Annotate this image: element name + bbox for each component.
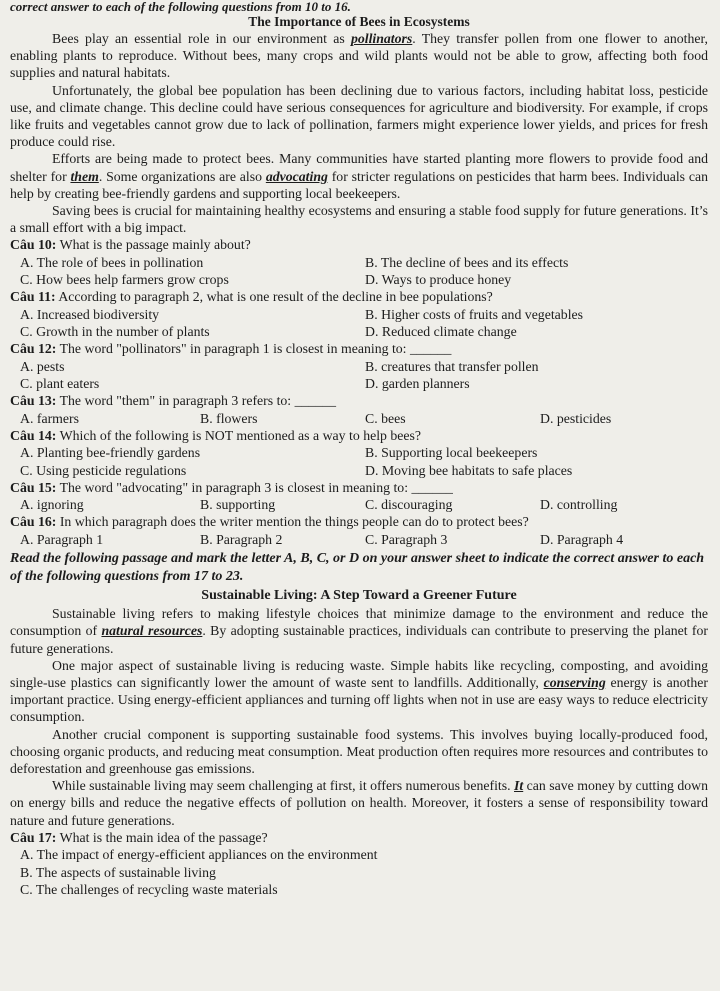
answer-option: A. The impact of energy-efficient appliances on the environment (20, 847, 378, 863)
answer-options (10, 306, 708, 340)
answer-option: C. bees (365, 410, 406, 426)
passage2-paragraph-2: One major aspect of sustainable living is reducing waste. Simple habits like recycling, composting, and avoiding single-use plastics can significantly lower the amount of waste sent to landfills. Additionally, conserving energy is another important practice. Using energy-efficient appliances and turning off lights when not in use are easy ways to reduce electricity consumption. (10, 657, 708, 725)
question-block (10, 479, 708, 514)
answer-option: B. creatures that transfer pollen (365, 358, 539, 374)
highlighted-word: natural resources (101, 623, 203, 639)
question-stem (10, 392, 708, 410)
question-text: The word "them" in paragraph 3 refers to: ______ (56, 393, 336, 409)
question-block (10, 236, 708, 288)
answer-option: A. Paragraph 1 (20, 531, 104, 547)
answer-option: B. The aspects of sustainable living (20, 864, 216, 880)
answer-option: C. How bees help farmers grow crops (20, 272, 229, 288)
answer-option: A. farmers (20, 410, 79, 426)
answer-options (10, 444, 708, 478)
answer-options (10, 254, 708, 288)
question-number: Câu 15: (10, 479, 57, 495)
answer-options (10, 846, 708, 898)
question-number: Câu 12: (10, 341, 57, 357)
highlighted-word: conserving (543, 674, 606, 690)
passage2-paragraph-3: Another crucial component is supporting sustainable food systems. This involves buying locally-produced food, choosing organic products, and reducing meat consumption. Meat production often requires more resources and contributes to deforestation and greenhouse gas emissions. (10, 726, 708, 776)
question-list-17 (10, 829, 708, 898)
answer-option: C. plant eaters (20, 375, 100, 391)
answer-option: B. Supporting local beekeepers (365, 445, 538, 461)
question-number: Câu 11: (10, 289, 56, 305)
question-number: Câu 17: (10, 829, 57, 845)
answer-option: D. Reduced climate change (365, 324, 517, 340)
highlighted-word: advocating (265, 168, 328, 184)
question-stem (10, 340, 708, 358)
question-text: What is the passage mainly about? (56, 237, 251, 253)
passage1-paragraph-3: Efforts are being made to protect bees. Many communities have started planting more flowers to provide food and shelter for them. Some organizations are also advocating for stricter regulations on pesticides that harm bees. Individuals can help by creating bee-friendly gardens and supporting local beekeepers. (10, 151, 708, 201)
answer-option: C. The challenges of recycling waste materials (20, 881, 278, 897)
question-stem (10, 427, 708, 445)
answer-option: D. Paragraph 4 (540, 531, 624, 547)
passage1-paragraph-2: Unfortunately, the global bee population has been declining due to various factors, including habitat loss, pesticide use, and climate change. This decline could have serious consequences for agriculture and biodiversity. For example, if crops like fruits and vegetables cannot grow due to lack of pollination, farmers might experience lower yields, and prices for fresh produce could rise. (10, 82, 708, 150)
answer-option: A. pests (20, 358, 65, 374)
answer-options (10, 496, 708, 513)
question-number: Câu 16: (10, 514, 57, 530)
passage2-paragraph-4: While sustainable living may seem challenging at first, it offers numerous benefits. It can save money by cutting down on energy bills and reduce the negative effects of pollution on health. Moreover, it fosters a sense of responsibility toward nature and future generations. (10, 778, 708, 828)
question-block (10, 392, 708, 427)
question-stem (10, 236, 708, 254)
answer-option: C. Growth in the number of plants (20, 324, 210, 340)
answer-option: D. Ways to produce honey (365, 272, 512, 288)
answer-option: A. ignoring (20, 497, 84, 513)
question-number: Câu 13: (10, 393, 57, 409)
question-block (10, 340, 708, 392)
answer-option: A. The role of bees in pollination (20, 254, 204, 270)
question-stem (10, 513, 708, 531)
question-text: What is the main idea of the passage? (56, 829, 268, 845)
instruction-fragment: correct answer to each of the following questions from 10 to 16. (10, 0, 351, 14)
passage1-paragraph-1: Bees play an essential role in our environment as pollinators. They transfer pollen from one flower to another, enabling plants to reproduce. Without bees, many crops and wild plants would not be able to grow, affecting both food supplies and natural habitats. (10, 31, 708, 81)
answer-option: A. Planting bee-friendly gardens (20, 445, 201, 461)
passage2-title: Sustainable Living: A Step Toward a Greener Future (201, 588, 517, 604)
question-text: In which paragraph does the writer mention the things people can do to protect bees? (56, 514, 529, 530)
highlighted-word: It (514, 778, 524, 794)
answer-option: A. Increased biodiversity (20, 306, 160, 322)
question-text: According to paragraph 2, what is one result of the decline in bee populations? (55, 289, 493, 305)
answer-option: D. Moving bee habitats to safe places (365, 462, 573, 478)
answer-option: B. Paragraph 2 (200, 531, 283, 547)
question-block (10, 829, 708, 898)
question-number: Câu 14: (10, 427, 57, 443)
highlighted-word: pollinators (350, 31, 413, 46)
section-instruction: Read the following passage and mark the letter A, B, C, or D on your answer sheet to indicate the correct answer to each of the following questions from 17 to 23. (10, 551, 705, 584)
question-block (10, 513, 708, 548)
question-stem (10, 288, 708, 306)
passage1-title: The Importance of Bees in Ecosystems (248, 14, 470, 29)
question-number: Câu 10: (10, 237, 57, 253)
answer-option: C. Paragraph 3 (365, 531, 448, 547)
question-block (10, 288, 708, 340)
answer-option: B. Higher costs of fruits and vegetables (365, 306, 584, 322)
answer-option: D. pesticides (540, 410, 612, 426)
answer-option: B. flowers (200, 410, 258, 426)
answer-options (10, 358, 708, 392)
question-stem (10, 829, 708, 847)
answer-options (10, 531, 708, 548)
answer-option: C. discouraging (365, 497, 453, 513)
answer-option: B. supporting (200, 497, 276, 513)
answer-option: D. controlling (540, 497, 618, 513)
passage1-paragraph-4: Saving bees is crucial for maintaining healthy ecosystems and ensuring a stable food supply for future generations. It’s a small effort with a big impact. (10, 203, 708, 236)
answer-option: C. Using pesticide regulations (20, 462, 187, 478)
question-list-10-16 (10, 236, 708, 548)
question-text: Which of the following is NOT mentioned as a way to help bees? (56, 427, 422, 443)
question-text: The word "pollinators" in paragraph 1 is closest in meaning to: ______ (56, 341, 452, 357)
question-block (10, 427, 708, 479)
highlighted-word: them (70, 168, 99, 184)
passage2-paragraph-1: Sustainable living refers to making lifestyle choices that minimize damage to the environment and reduce the consumption of natural resources. By adopting sustainable practices, individuals can contribute to preserving the planet for future generations. (10, 606, 708, 656)
question-text: The word "advocating" in paragraph 3 is closest in meaning to: ______ (56, 479, 453, 495)
question-stem (10, 479, 708, 497)
answer-options (10, 410, 708, 427)
answer-option: B. The decline of bees and its effects (365, 254, 569, 270)
answer-option: D. garden planners (365, 375, 470, 391)
